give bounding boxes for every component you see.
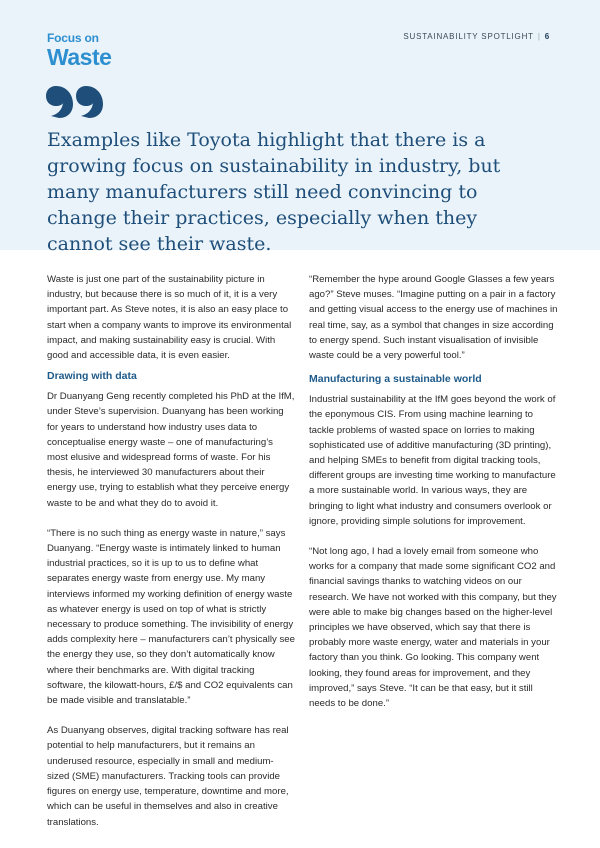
paragraph: Dr Duanyang Geng recently completed his PhD at the IfM, under Steve’s supervision. Duanyang has been working for years to understand how industry uses data to conceptualise energy waste – one of manufacturing’s most elusive and widespread forms of waste. For his thesis, he interviewed 30 manufacturers about their energy use, trying to establish what they perceive energy waste to be and what they do to avoid it.	[47, 391, 295, 509]
paragraph: Waste is just one part of the sustainability picture in industry, but because there is so much of it, it is a very important part. As Steve notes, it is also an easy place to start when a company wants to improve its environmental impact, and making sustainability easy is crucial. With good and accessible data, it is even easier.	[47, 274, 292, 362]
page-number: 6	[544, 32, 550, 41]
paragraph: As Duanyang observes, digital tracking software has real potential to help manufacturers, but it remains an underused resource, especially in small and medium-sized (SME) manufacturers. Tracking tools can provide figures on energy use, temperature, downtime and more, which can be useful in themselves and also in creative translations.	[47, 725, 289, 828]
header-separator: |	[537, 32, 541, 41]
section-heading: Drawing with data	[47, 370, 137, 383]
running-header	[403, 32, 550, 41]
paragraph: “Remember the hype around Google Glasses a few years ago?” Steve muses. “Imagine putting on a pair in a factory and getting visual access to the energy use of machines in real time, say, as a symbol that changes in size according to energy spend. Such instant visualisation of invisible waste could be a very powerful tool.”	[309, 274, 558, 362]
quote-mark-icon	[46, 84, 104, 120]
section-heading: Manufacturing a sustainable world	[309, 373, 482, 386]
paragraph: “Not long ago, I had a lovely email from someone who works for a company that made some significant CO2 and financial savings thanks to watching videos on our research. We have not worked with this company, but they were able to make big changes based on the higher-level principles we have observed, which say that there is probably more waste energy, water and materials in your factory than you think. Go looking. This company went looking, they found areas for improvement, and they improved,” says Steve. “It can be that easy, but it still needs to be done.”	[309, 546, 557, 710]
logo-line2: Waste	[47, 44, 112, 70]
logo-line1: Focus on	[47, 31, 99, 45]
right-column	[309, 272, 559, 726]
left-column	[47, 272, 295, 845]
paragraph: Industrial sustainability at the IfM goes beyond the work of the eponymous CIS. From using machine learning to tackle problems of wasted space on lorries to making sophisticated use of additive manufacturing (3D printing), and helping SMEs to benefit from digital tracking tools, different groups are investing time working to manufacture a more sustainable world. In various ways, they are bringing to light what industry and consumers overlook or ignore, providing simple solutions for improvement.	[309, 394, 556, 527]
paragraph: “There is no such thing as energy waste in nature,” says Duanyang. “Energy waste is intimately linked to human industrial practices, so it is up to us to define what separates energy waste from energy use. My many interviews informed my working definition of energy waste as whatever energy is used on top of what is strictly necessary to produce something. The invisibility of energy adds complexity here – manufacturers can’t physically see the energy they use, so they don’t automatically know where their benchmarks are. With digital tracking software, the kilowatt-hours, £/$ and CO2 equivalents can be made visible and translatable.”	[47, 527, 295, 707]
pull-quote: Examples like Toyota highlight that there is a growing focus on sustainability in industry, but many manufacturers still need convincing to change their practices, especially when they cannot see their waste.	[47, 129, 501, 255]
section-title: SUSTAINABILITY SPOTLIGHT	[403, 32, 534, 41]
focus-on-waste-logo	[47, 32, 111, 69]
